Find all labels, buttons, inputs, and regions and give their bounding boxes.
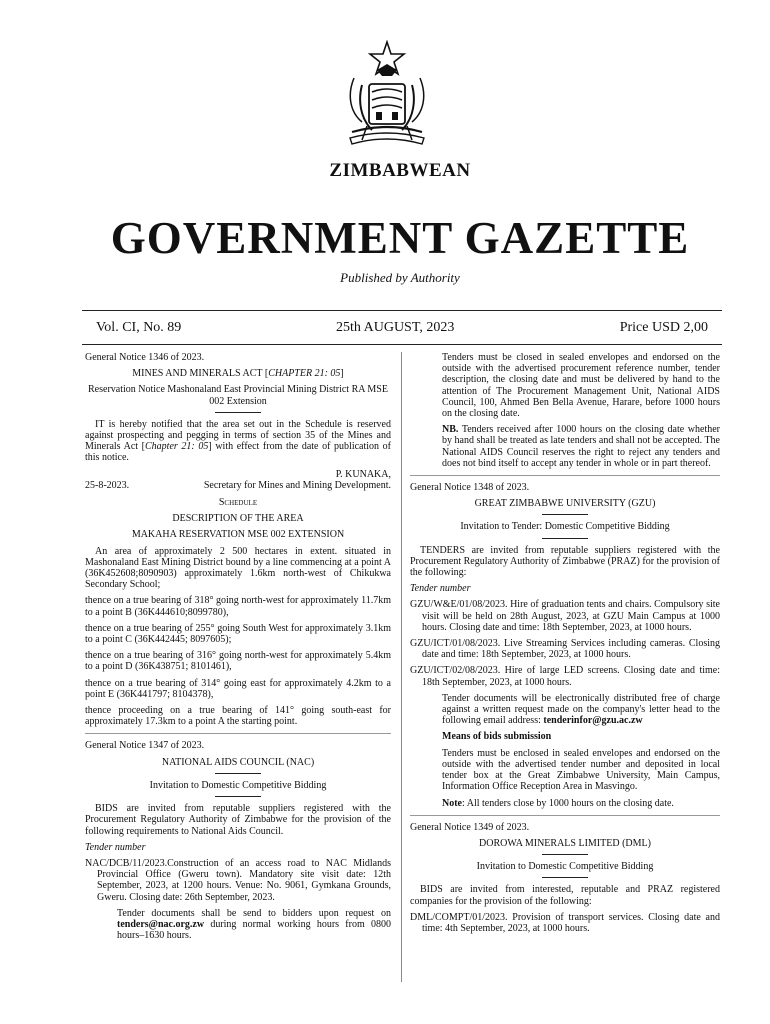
left-column (85, 352, 391, 946)
notice-1346-signatory: P. KUNAKA, (335, 468, 391, 480)
notice-1348-invitation: Invitation to Tender: Domestic Competitive Bidding (460, 521, 670, 533)
notice-1346-act: MINES AND MINERALS ACT [CHAPTER 21: 05] (132, 368, 344, 380)
notice-1349-intro: BIDS are invited from interested, reputable and PRAZ registered companies for the provision of the following: (410, 884, 720, 907)
header-rule-bottom (82, 344, 722, 345)
notice-1347-nb: NB. Tenders received after 1000 hours on the closing date whether by hand shall be treated as late tenders and shall not be accepted. The National AIDS Council reserves the right to reject any tenders and does not bind itself to accept any tender in whole or in part thereof. (442, 424, 720, 469)
column-divider (401, 352, 402, 982)
notice-1346-sign-title: Secretary for Mines and Mining Development. (203, 479, 391, 491)
notice-1348-intro: TENDERS are invited from reputable suppliers registered with the Procurement Regulatory Authority of Zimbabwe (PRAZ) for the provision of the following: (410, 544, 720, 579)
notice-1347-tender-label: Tender number (85, 841, 146, 853)
notice-1346-subtitle: Reservation Notice Mashonaland East Provincial Mining District RA MSE 002 Extension (88, 384, 388, 407)
short-rule (542, 854, 588, 855)
notice-1348-note: Note: All tenders close by 1000 hours on the closing date. (442, 797, 674, 809)
notice-1347-invitation: Invitation to Domestic Competitive Bidding (149, 779, 327, 791)
notice-1348-means: Tenders must be enclosed in sealed envelopes and endorsed on the outside with the advertised tender number and deposited in local tender box at the Great Zimbabwe University, Main Campus, Information Office Reception Area in Masvingo. (442, 747, 720, 793)
notice-1346-sign-date: 25-8-2023. (85, 479, 130, 491)
volume-number: Vol. CI, No. 89 (96, 320, 182, 335)
issue-date: 25th AUGUST, 2023 (336, 320, 455, 335)
notice-1347-documents: Tender documents shall be send to bidders upon request on tenders@nac.org.zw during normal working hours from 0800 hours–1630 hours. (117, 907, 391, 942)
notice-1348-number: General Notice 1348 of 2023. (410, 482, 530, 494)
short-rule (215, 412, 261, 413)
schedule-paragraph: An area of approximately 2 500 hectares in extent. situated in Mashonaland East Mining District bound by a line commencing at a point A (36K452608;8090903) approximately 1.6km north-west of Chikukwa Secondary School; (85, 545, 391, 591)
notice-1347-intro: BIDS are invited from reputable suppliers registered with the Procurement Regulatory Authority of Zimbabwe for the provision of the following requirements to National Aids Council. (85, 803, 391, 837)
schedule-label: Schedule (218, 497, 258, 509)
coat-of-arms-emblem (332, 40, 442, 155)
schedule-paragraph: thence on a true bearing of 255° going South West for approximately 3.1km to a point C (36K442445; 8097605); (85, 622, 391, 646)
notice-1348-tender: GZU/W&E/01/08/2023. Hire of graduation tents and chairs. Compulsory site visit will be held on 28th August, 2023, at GZU Main Campus at 1000 hours. Closing date and time: 18th September, 2023, at 1000 hours. (410, 599, 720, 633)
notice-1348-documents: Tender documents will be electronically distributed free of charge against a written request made on the company's letter head to the following email address: tenderinfor@gzu.ac.zw (442, 692, 720, 727)
notice-1348-org: GREAT ZIMBABWE UNIVERSITY (GZU) (474, 498, 656, 510)
gazette-title: GOVERNMENT GAZETTE (110, 213, 690, 263)
schedule-paragraph: thence on a true bearing of 316° going north-west for approximately 5.4km to a point D (36K438751; 8101461), (85, 650, 391, 673)
notice-separator (85, 733, 391, 734)
notice-1347-tender: NAC/DCB/11/2023.Construction of an access road to NAC Midlands Provincial Office (Gweru town). Mandatory site visit date: 12th September, 2023, at 1200 hours. Venue: No. 9061, Gymkana Grounds, Gweru. Closing date: 26th September, 2023. (85, 857, 391, 903)
nac-email-link[interactable]: tenders@nac.org.zw (117, 918, 205, 930)
notice-1349-number: General Notice 1349 of 2023. (410, 821, 530, 833)
notice-1347-number: General Notice 1347 of 2023. (85, 740, 205, 752)
publication-name: ZIMBABWEAN (329, 160, 471, 181)
notice-1349-org: DOROWA MINERALS LIMITED (DML) (479, 837, 651, 849)
schedule-title: DESCRIPTION OF THE AREA (172, 513, 304, 525)
short-rule (542, 877, 588, 878)
notice-1347-closing: Tenders must be closed in sealed envelopes and endorsed on the outside with the advertised procurement reference number, tender description, the closing date and must be delivered by hand to the attention of The Procurement Management Unit, National AIDS Council, 100, Ahmed Ben Bella Avenue, Harare, before 1000 hours on the closing date. (442, 352, 720, 420)
schedule-paragraph: thence proceeding on a true bearing of 141° going south-east for approximately 17.3km to a point A the starting point. (85, 705, 391, 728)
notice-1348-means-label: Means of bids submission (442, 731, 552, 743)
right-column (410, 352, 720, 939)
short-rule (542, 538, 588, 539)
notice-1349-invitation: Invitation to Domestic Competitive Bidding (476, 861, 654, 873)
notice-1346-body: IT is hereby notified that the area set out in the Schedule is reserved against prospecting and pegging in terms of section 35 of the Mines and Minerals Act [Chapter 21: 05] with effect from the date of publication of this notice. (85, 418, 391, 464)
short-rule (215, 796, 261, 797)
schedule-subtitle: MAKAHA RESERVATION MSE 002 EXTENSION (131, 529, 345, 541)
short-rule (215, 773, 261, 774)
notice-1347-org: NATIONAL AIDS COUNCIL (NAC) (161, 756, 315, 768)
notice-1346-number: General Notice 1346 of 2023. (85, 352, 205, 363)
gzu-email-link[interactable]: tenderinfor@gzu.ac.zw (543, 715, 643, 727)
notice-1346-signature-line (85, 480, 391, 491)
notice-1348-tender: GZU/ICT/01/08/2023. Live Streaming Services including cameras. Closing date and time: 18th September, 2023, at 1000 hours. (410, 638, 720, 661)
schedule-paragraph: thence on a true bearing of 318° going north-west for approximately 11.7km to a point B (36K444610;8099780), (85, 595, 391, 618)
header-rule-top (82, 310, 722, 311)
schedule-paragraph: thence on a true bearing of 314° going east for approximately 4.2km to a point E (36K441797; 8104378), (85, 677, 391, 700)
published-by-authority: Published by Authority (340, 270, 460, 285)
notice-1348-tender: GZU/ICT/02/08/2023. Hire of large LED screens. Closing date and time: 18th September, 2023, at 1000 hours. (410, 665, 720, 688)
short-rule (542, 514, 588, 515)
issue-price: Price USD 2,00 (619, 320, 708, 335)
notice-separator (410, 815, 720, 816)
notice-1348-tender-label: Tender number (410, 583, 471, 595)
notice-1349-tender: DML/COMPT/01/2023. Provision of transport services. Closing date and time: 4th September, 2023, at 1000 hours. (410, 911, 720, 934)
notice-separator (410, 475, 720, 476)
